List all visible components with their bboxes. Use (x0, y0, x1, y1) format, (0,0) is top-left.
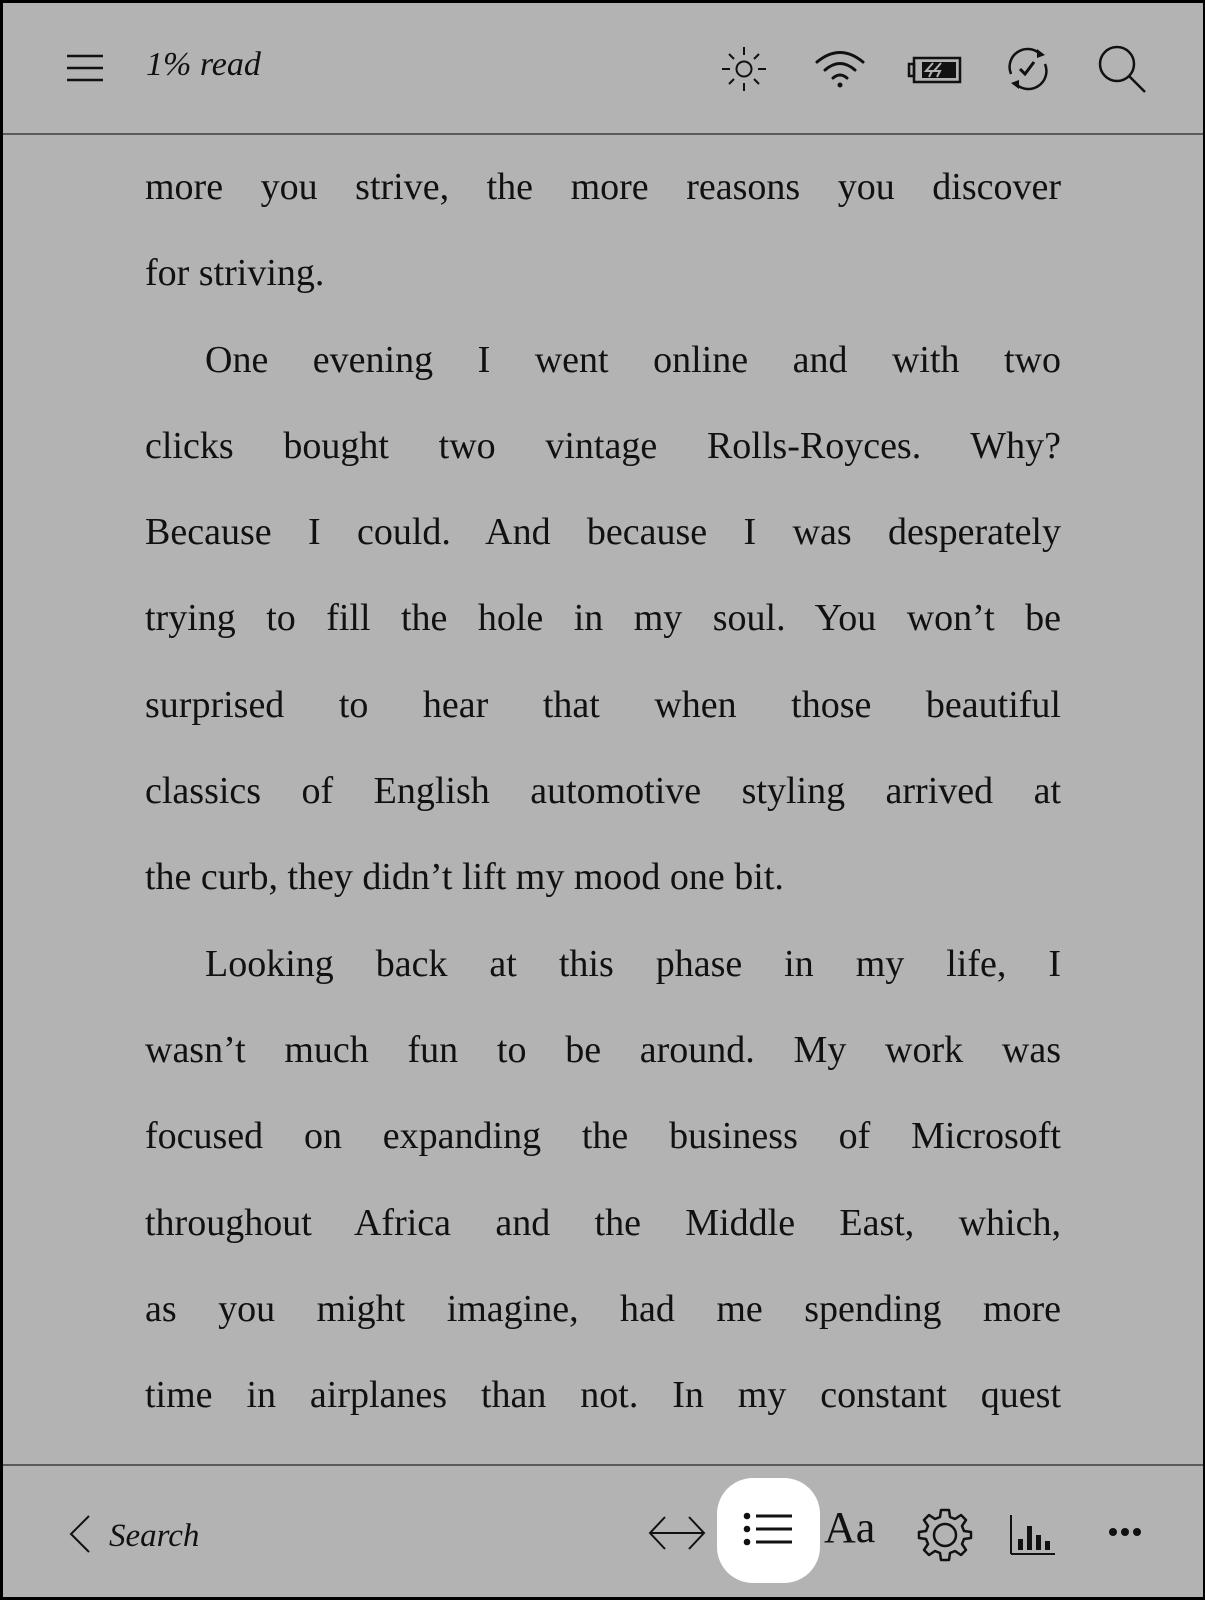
text-line: surprised to hear that when those beautiful (145, 683, 1061, 726)
text-line: Because I could. And because I was desperately (145, 511, 1061, 554)
search-icon[interactable] (1096, 43, 1152, 99)
text-line: the curb, they didn’t lift my mood one bit. (145, 856, 784, 899)
text-line: more you strive, the more reasons you discover (145, 166, 1061, 208)
page-width-icon[interactable] (647, 1511, 707, 1555)
book-page-text (145, 144, 1061, 1438)
more-options-icon[interactable] (1105, 1521, 1145, 1543)
font-settings-button[interactable]: Aa (824, 1503, 876, 1552)
text-line: throughout Africa and the Middle East, which, (145, 1201, 1061, 1244)
text-line: wasn’t much fun to be around. My work was (145, 1028, 1061, 1071)
hamburger-menu-icon[interactable] (63, 51, 107, 91)
top-toolbar (3, 3, 1203, 135)
gear-icon[interactable] (917, 1506, 973, 1562)
sync-icon[interactable] (1003, 44, 1053, 94)
text-line: One evening I went online and with two (205, 338, 1061, 381)
text-line: trying to fill the hole in my soul. You won’t be (145, 597, 1061, 640)
chevron-left-icon[interactable] (65, 1512, 93, 1556)
reading-stats-icon[interactable] (1007, 1513, 1059, 1557)
back-to-search-button[interactable]: Search (109, 1518, 200, 1554)
text-line: classics of English automotive styling arrived at (145, 770, 1061, 813)
table-of-contents-icon (742, 1510, 798, 1550)
ereader-screen (3, 3, 1203, 1597)
battery-charging-icon[interactable] (907, 56, 963, 86)
table-of-contents-button[interactable] (717, 1478, 820, 1583)
wifi-icon[interactable] (814, 47, 866, 89)
brightness-icon[interactable] (720, 45, 768, 93)
reading-progress: 1% read (146, 46, 261, 83)
text-line: clicks bought two vintage Rolls-Royces. Why? (145, 424, 1061, 467)
text-line: as you might imagine, had me spending more (145, 1287, 1061, 1330)
text-line: Looking back at this phase in my life, I (205, 942, 1061, 985)
text-line: time in airplanes than not. In my constant quest (145, 1374, 1061, 1417)
text-line: for striving. (145, 252, 325, 295)
text-line: focused on expanding the business of Microsoft (145, 1115, 1061, 1158)
